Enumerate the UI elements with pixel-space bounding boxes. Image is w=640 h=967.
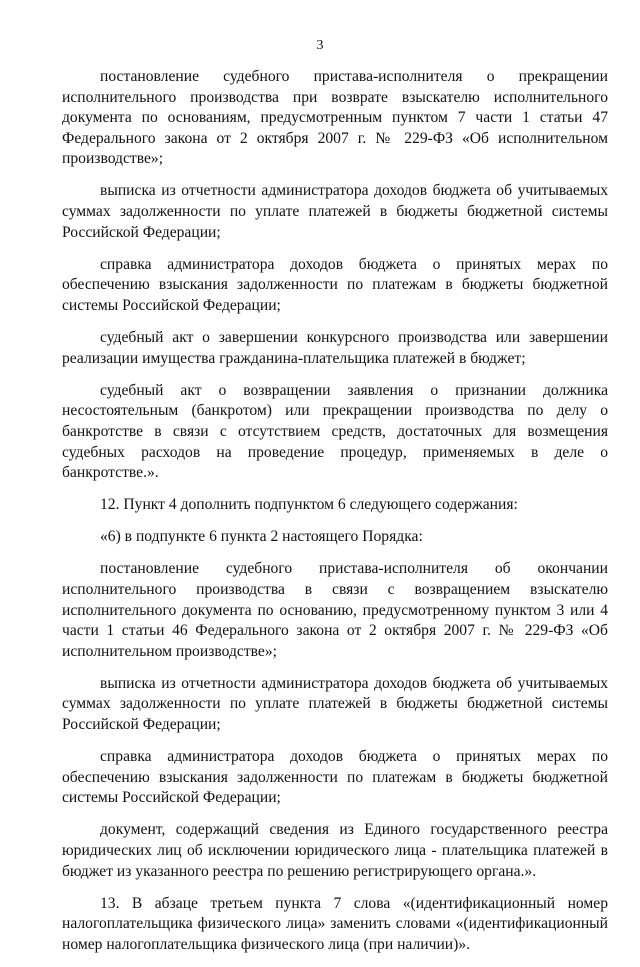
paragraph-revenue-report-extract: выписка из отчетности администратора доходов бюджета об учитываемых суммах задолженности по уплате платежей в бюджеты бюджетной системы Российской Федерации; bbox=[62, 182, 608, 241]
page-number: 3 bbox=[316, 38, 324, 53]
paragraph-revenue-admin-certificate-2: справка администратора доходов бюджета о принятых мерах по обеспечению взыскания задолженности по платежам в бюджеты бюджетной системы Российской Федерации; bbox=[62, 748, 608, 807]
paragraph-item-13: 13. В абзаце третьем пункта 7 слова «(идентификационный номер налогоплательщика физического лица» заменить словами «(идентификационный номер налогоплательщика физического лица (при наличии)». bbox=[62, 894, 608, 953]
paragraph-bailiff-termination: постановление судебного пристава-исполнителя о прекращении исполнительного производства при возврате взыскателю исполнительного документа по основаниям, предусмотренным пунктом 7 части 1 статьи 47 Федерального закона от 2 октября 2007 г. № 229-ФЗ «Об исполнительном производстве»; bbox=[62, 68, 608, 168]
paragraph-bankruptcy-completion-act: судебный акт о завершении конкурсного производства или завершении реализации имущества гражданина-плательщика платежей в бюджет; bbox=[62, 329, 608, 367]
paragraph-revenue-admin-certificate: справка администратора доходов бюджета о принятых мерах по обеспечению взыскания задолженности по платежам в бюджеты бюджетной системы Российской Федерации; bbox=[62, 255, 608, 314]
paragraph-bailiff-completion: постановление судебного пристава-исполнителя об окончании исполнительного производства в связи с возвращением взыскателю исполнительного документа по основанию, предусмотренному пунктом 3 или 4 части 1 статьи 46 Федерального закона от 2 октября 2007 г. № 229-ФЗ «Об исполнительном производстве»; bbox=[62, 560, 608, 660]
paragraph-revenue-report-extract-2: выписка из отчетности администратора доходов бюджета об учитываемых суммах задолженности по уплате платежей в бюджеты бюджетной системы Российской Федерации; bbox=[62, 674, 608, 734]
paragraph-bankruptcy-return-act: судебный акт о возвращении заявления о признании должника несостоятельным (банкротом) или прекращении производства по делу о банкротстве в связи с отсутствием средств, достаточных для возмещения судебных расходов на проведение процедур, применяемых в деле о банкротстве.». bbox=[62, 381, 608, 482]
document-body bbox=[62, 67, 608, 967]
paragraph-registry-exclusion-document: документ, содержащий сведения из Единого государственного реестра юридических лиц об исключении юридического лица - плательщика платежей в бюджет из указанного реестра по решению регистрирующего органа.». bbox=[62, 821, 608, 880]
paragraph-subitem-6: «6) в подпункте 6 пункта 2 настоящего Порядка: bbox=[100, 528, 423, 546]
paragraph-item-12: 12. Пункт 4 дополнить подпунктом 6 следующего содержания: bbox=[100, 496, 518, 514]
